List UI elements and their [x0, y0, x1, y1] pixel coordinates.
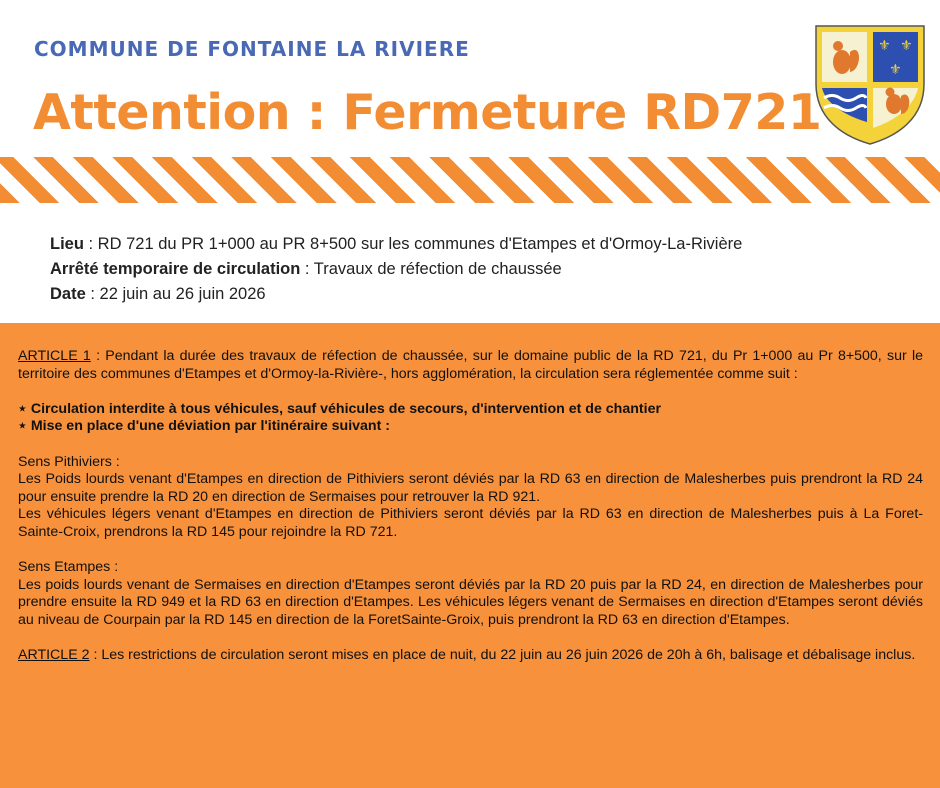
svg-text:⚜: ⚜	[878, 38, 891, 54]
bullet-item: ⋆ Circulation interdite à tous véhicules, sauf véhicules de secours, d'intervention et de chantier	[18, 400, 661, 417]
article-1: ARTICLE 1 : Pendant la durée des travaux de réfection de chaussée, sur le domaine public de la RD 721, du Pr 1+000 au Pr 8+500, sur le territoire des communes d'Etampes et d'Ormoy-la-Rivière-, hors agglomération, la circulation sera réglementée comme suit :	[18, 348, 923, 382]
article-1-label: ARTICLE 1	[18, 348, 91, 364]
info-date: Date : 22 juin au 26 juin 2026	[50, 285, 266, 303]
etampes-heading: Sens Etampes :	[18, 559, 119, 576]
info-lieu: Lieu : RD 721 du PR 1+000 au PR 8+500 sur les communes d'Etampes et d'Ormoy-La-Rivière	[50, 235, 743, 253]
pithiviers-heading: Sens Pithiviers :	[18, 453, 120, 470]
commune-name: COMMUNE DE FONTAINE LA RIVIERE	[34, 37, 470, 61]
bullet-item: ⋆ Mise en place d'une déviation par l'itinéraire suivant :	[18, 418, 390, 435]
svg-text:⚜: ⚜	[900, 38, 913, 54]
info-block	[50, 232, 742, 307]
coat-of-arms	[812, 22, 928, 146]
pithiviers-paragraph: Les Poids lourds venant d'Etampes en direction de Pithiviers seront déviés par la RD 63 en direction de Malesherbes puis prendront la RD 24 pour ensuite prendre la RD 20 en direction de Sermaises pour retrouver la RD 921.	[18, 471, 923, 505]
warning-stripes	[0, 157, 940, 203]
info-arrete: Arrêté temporaire de circulation : Travaux de réfection de chaussée	[50, 260, 562, 278]
svg-text:⚜: ⚜	[889, 62, 902, 78]
article-2-label: ARTICLE 2	[18, 647, 90, 664]
article-2: ARTICLE 2 : Les restrictions de circulation seront mises en place de nuit, du 22 juin au 26 juin 2026 de 20h à 6h, balisage et débalisage inclus.	[18, 647, 916, 664]
pithiviers-paragraph: Les véhicules légers venant d'Etampes en direction de Pithiviers seront déviés par la RD 63 en direction de Malesherbes puis à La Foret-Sainte-Croix, prendrons la RD 145 pour rejoindre la RD 721.	[18, 506, 923, 540]
etampes-paragraph: Les poids lourds venant de Sermaises en direction d'Etampes seront déviés par la RD 20 puis par la RD 24, en direction de Malesherbes pour prendre ensuite la RD 949 et la RD 63 en direction d'Etampes. Les véhicules légers venant de Sermaises en direction d'Etampes seront déviés au niveau de Courpain par la RD 145 en direction de la ForetSainte-Groix, puis prendront la RD 63 en direction d'Etampes.	[18, 576, 923, 628]
article-text	[18, 348, 923, 665]
page-title: Attention : Fermeture RD721	[33, 84, 822, 141]
